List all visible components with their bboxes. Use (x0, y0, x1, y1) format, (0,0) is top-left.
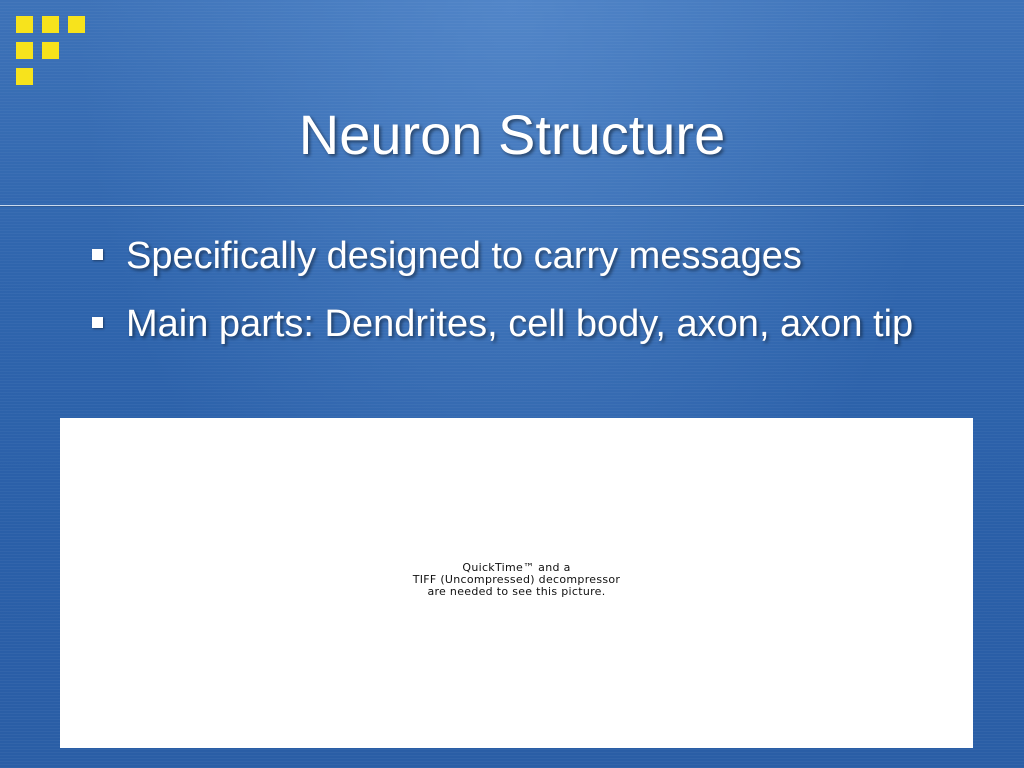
picture-placeholder (60, 418, 973, 748)
logo-square (16, 68, 33, 85)
quicktime-message (60, 562, 973, 598)
square-bullet-icon (92, 317, 103, 328)
logo-square (42, 16, 59, 33)
logo-square (16, 16, 33, 33)
bullet-text: Specifically designed to carry messages (126, 235, 802, 277)
quicktime-message-line: are needed to see this picture. (427, 585, 606, 598)
title-divider (0, 205, 1024, 206)
yellow-square-grid-icon (16, 16, 88, 88)
bullet-item (90, 298, 970, 350)
square-bullet-icon (92, 249, 103, 260)
quicktime-message-line: QuickTime™ and a (462, 561, 571, 574)
bullet-item (90, 230, 970, 282)
slide-title: Neuron Structure (298, 103, 726, 166)
bullet-text: Main parts: Dendrites, cell body, axon, axon tip (126, 303, 914, 345)
quicktime-message-line: TIFF (Uncompressed) decompressor (412, 573, 621, 586)
logo-square (42, 42, 59, 59)
bullet-list (90, 230, 970, 366)
logo-square (16, 42, 33, 59)
logo-square (68, 16, 85, 33)
